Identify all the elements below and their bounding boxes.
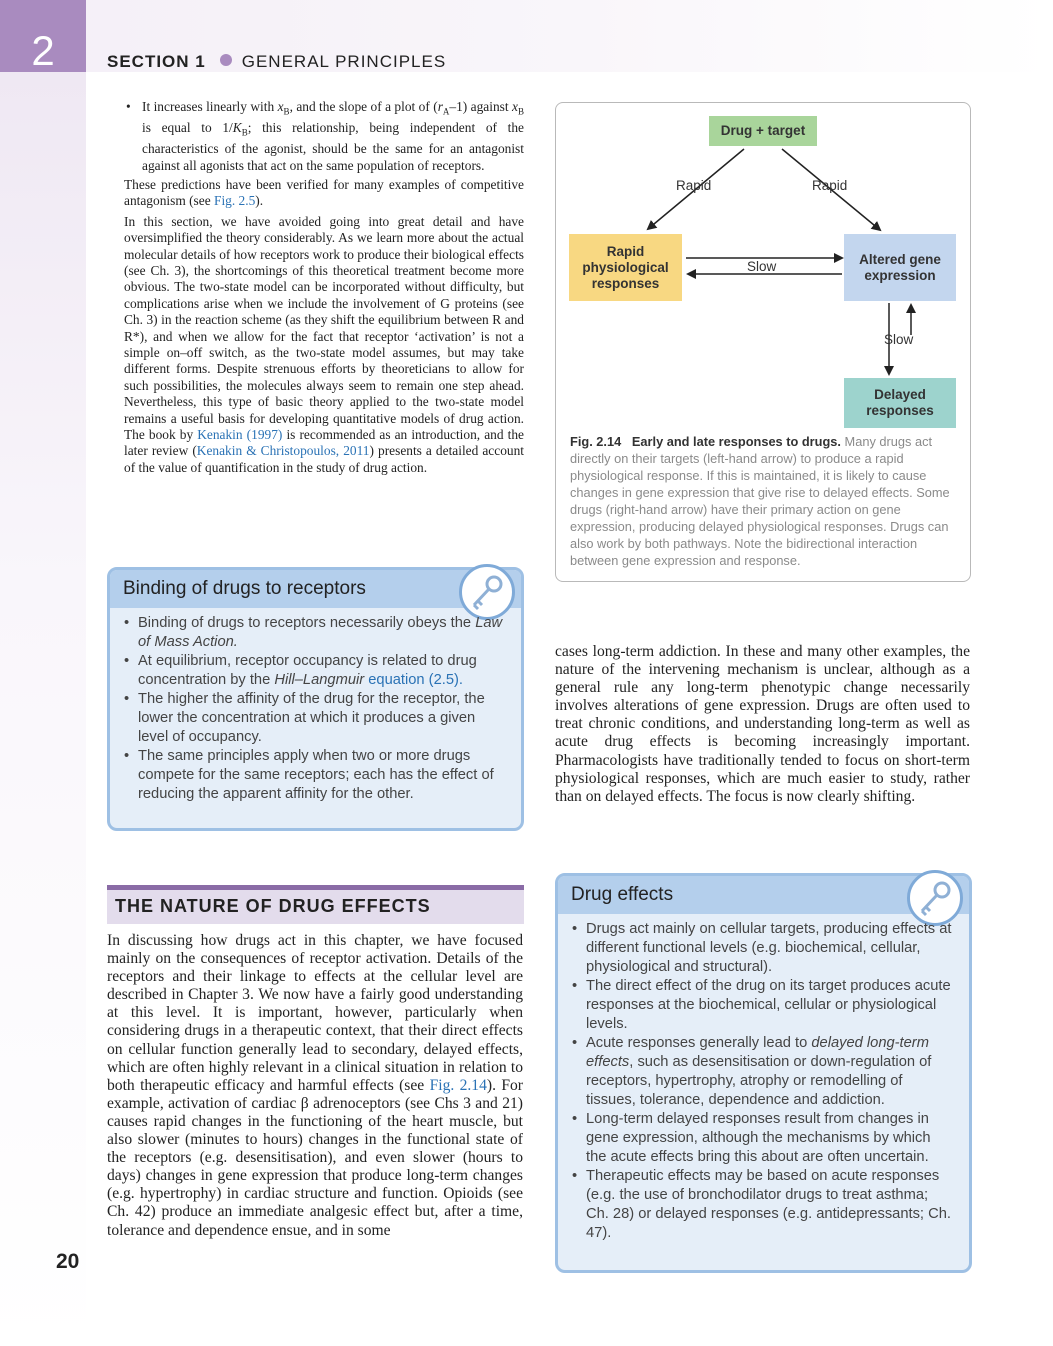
fig-2-14-link[interactable]: Fig. 2.14 bbox=[429, 1076, 487, 1094]
section-name: GENERAL PRINCIPLES bbox=[241, 52, 447, 71]
nature-section-heading: THE NATURE OF DRUG EFFECTS bbox=[115, 896, 431, 916]
nature-paragraph: In discussing how drugs act in this chapter, we have focused mainly on the consequences of receptor activation. Details of the receptors and their linkage to effects at the cellular level are described in Chapter 3. We now have a fairly good understanding at this level. It is important, however, particularly when considering drugs in a therapeutic context, that their direct effects on cellular function generally lead to secondary, delayed effects, which are often highly relevant in a clinical situation in relation to both therapeutic efficacy and harmful effects (see Fig. 2.14). For example, activation of cardiac β adrenoceptors (see Chs 3 and 21) causes rapid changes in the functioning of the heart muscle, but also slower (minutes to hours) changes in the functional state of the receptors (e.g. desensitisation), and even slower (hours to days) changes in gene expression that produce long-term changes (e.g. hypertrophy) in cardiac structure and function. Opioids (see Ch. 42) produce an immediate analgesic effect but, after a time, tolerance and dependence ensue, and in some bbox=[107, 932, 524, 1239]
nature-section-heading-bar bbox=[107, 885, 524, 924]
binding-bullet-4: • The same principles apply when two or more drugs compete for the same receptors; each has the effect of reducing the apparent affinity for the other. bbox=[124, 747, 507, 804]
node-rapid-responses: Rapid physiological responses bbox=[569, 234, 682, 301]
page-number: 20 bbox=[56, 1250, 80, 1273]
left-top-column bbox=[124, 99, 524, 480]
edge-label-slow-horizontal: Slow bbox=[747, 259, 777, 274]
figure-caption bbox=[570, 433, 950, 569]
caption-text: Many drugs act directly on their targets (left-hand arrow) to produce a rapid physiological response. If this is maintained, it is likely to cause changes in gene expression that give rise to delayed effects. Some drugs (right-hand arrow) have their primary action on gene expression, producing delayed physiological responses. Drugs can also work by both pathways. Note the bidirectional interaction between gene expression and response. bbox=[570, 434, 950, 568]
kenakin-1997-link[interactable]: Kenakin (1997) bbox=[197, 427, 283, 443]
predictions-paragraph: These predictions have been verified for many examples of competitive antagonism (see Fig. 2.5). bbox=[124, 176, 524, 209]
edge-label-slow-vertical: Slow bbox=[884, 332, 914, 347]
running-header bbox=[107, 52, 446, 72]
margin-stripe bbox=[0, 72, 86, 1346]
edge-label-rapid-right: Rapid bbox=[812, 178, 848, 193]
node-altered-gene-expression: Altered gene expression bbox=[844, 234, 956, 301]
binding-bullet-3: • The higher the affinity of the drug for the receptor, the lower the concentration at which it produces a given level of occupancy. bbox=[124, 690, 507, 747]
equation-2-5-link[interactable]: equation (2.5). bbox=[368, 672, 463, 688]
figure-2-14 bbox=[555, 102, 971, 582]
drug-effects-bullet-4: • Long-term delayed responses result from changes in gene expression, although the mechanisms by which the acute effects bring this about are often uncertain. bbox=[572, 1110, 955, 1167]
right-middle-column bbox=[555, 643, 970, 806]
drug-effects-key-box bbox=[555, 873, 972, 1273]
key-icon bbox=[907, 870, 963, 926]
caption-label: Fig. 2.14 bbox=[570, 434, 622, 449]
addiction-paragraph: cases long-term addiction. In these and many other examples, the nature of the intervening mechanism is unclear, although as a general rule any long-term phenotypic change necessarily involves alterations of gene expression. Drugs are often used to treat chronic conditions, and understanding long-term as well as acute drug effects is becoming increasingly important. Pharmacologists have traditionally tended to focus on short-term physiological responses, which are much easier to study, rather than on delayed effects. The focus is now clearly shifting. bbox=[555, 643, 970, 805]
section-label: SECTION 1 bbox=[107, 52, 206, 71]
drug-effects-bullet-3: • Acute responses generally lead to delayed long-term effects, such as desensitisation or down-regulation of receptors, hypertrophy, atrophy or remodelling of tissues, tolerance, dependence and addiction. bbox=[572, 1034, 955, 1110]
edge-label-rapid-left: Rapid bbox=[676, 178, 712, 193]
drug-effects-bullet-1: • Drugs act mainly on cellular targets, producing effects at different functional levels (e.g. biochemical, cellular, physiological and structural). bbox=[572, 920, 955, 977]
section-dot-icon bbox=[220, 54, 232, 66]
nature-section-body bbox=[107, 932, 523, 1240]
node-drug-target: Drug + target bbox=[709, 116, 817, 146]
binding-bullet-1: • Binding of drugs to receptors necessarily obeys the Law of Mass Action. bbox=[124, 614, 507, 652]
drug-effects-bullet-2: • The direct effect of the drug on its target produces acute responses at the biochemical, cellular or physiological levels. bbox=[572, 977, 955, 1034]
binding-box-title: Binding of drugs to receptors bbox=[123, 578, 366, 599]
chapter-tab bbox=[0, 0, 86, 72]
kenakin-christopoulos-link[interactable]: Kenakin & Christopoulos, 2011 bbox=[196, 443, 370, 459]
theory-bullet: • It increases linearly with $x_B$, and the slope of a plot of $(r_A-1)$ against $x_B$ is equal to $1/K_B$; this relationship, being independent of the characteristics of the agonist, should be the same for an antagonist against all agonists that act on the same population of receptors. bbox=[124, 99, 524, 174]
binding-key-box bbox=[107, 567, 524, 831]
key-icon bbox=[459, 564, 515, 620]
chapter-number: 2 bbox=[31, 27, 55, 74]
drug-effects-bullet-5: • Therapeutic effects may be based on acute responses (e.g. the use of bronchodilator drugs to treat asthma; Ch. 28) or delayed responses (e.g. antidepressants; Ch. 47). bbox=[572, 1167, 955, 1243]
node-delayed-responses: Delayed responses bbox=[844, 378, 956, 428]
caption-title: Early and late responses to drugs. bbox=[631, 434, 841, 449]
drug-effects-box-title: Drug effects bbox=[571, 884, 674, 905]
theory-paragraph: In this section, we have avoided going into great detail and have oversimplified the theory considerably. As we learn more about the actual molecular details of how receptors work to produce their biological effects (see Ch. 3), the shortcomings of this theoretical treatment become more obvious. The two-state model can be incorporated without difficulty, but complications arise when we include the involvement of G proteins (see Ch. 3) in the reaction scheme (as they shift the equilibrium between R and R*), and when we allow for the fact that receptor ‘activation’ is not a simple on–off switch, as the two-state model assumes, but may take different forms. Despite strenuous efforts by theoreticians to allow for such possibilities, the molecules always seem to remain one step ahead. Nevertheless, this type of basic theory applied to the two-state model remains a useful basis for developing quantitative models of drug action. The book by Kenakin (1997) is recommended as an introduction, and the later review (Kenakin & Christopoulos, 2011) presents a detailed account of the value of quantification in the study of drug action. bbox=[124, 213, 524, 475]
binding-bullet-2: • At equilibrium, receptor occupancy is related to drug concentration by the Hill–Langmuir equation (2.5). bbox=[124, 652, 507, 690]
binding-box-body bbox=[124, 614, 507, 804]
fig-2-5-link[interactable]: Fig. 2.5 bbox=[214, 193, 256, 209]
drug-effects-box-body bbox=[572, 920, 955, 1243]
